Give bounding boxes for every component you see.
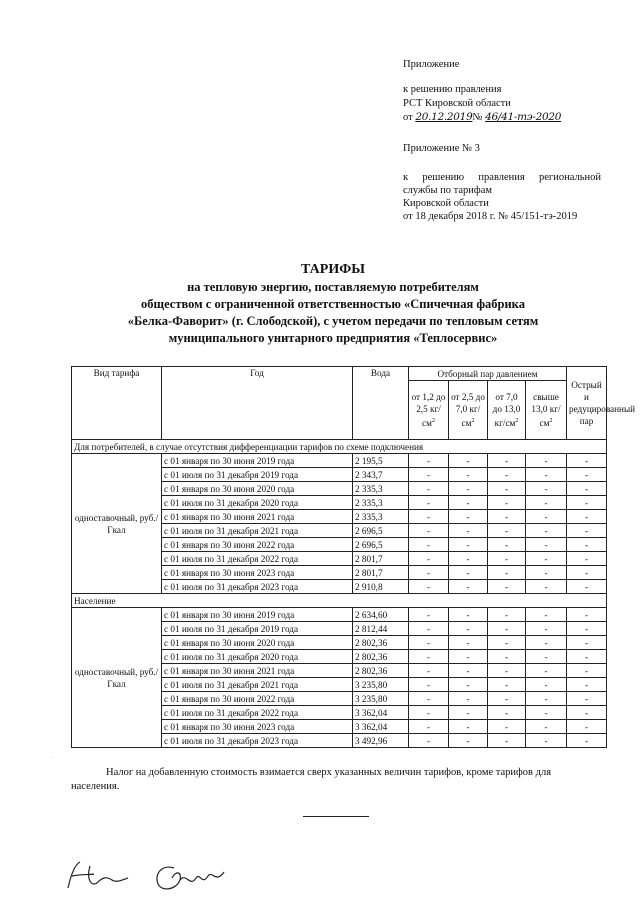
empty-cell: - xyxy=(488,664,526,678)
water-cell: 2 802,36 xyxy=(353,664,409,678)
empty-cell: - xyxy=(526,510,567,524)
empty-cell: - xyxy=(567,538,607,552)
decision-ref-line: к решению правления xyxy=(403,84,502,95)
empty-cell: - xyxy=(409,454,449,468)
empty-cell: - xyxy=(567,734,607,748)
decision-date-line xyxy=(403,111,561,124)
rst-name: РСТ Кировской области xyxy=(403,98,511,109)
empty-cell: - xyxy=(449,622,488,636)
water-cell: 2 802,36 xyxy=(353,650,409,664)
empty-cell: - xyxy=(449,468,488,482)
water-cell: 2 335,3 xyxy=(353,482,409,496)
number-sign: № xyxy=(472,112,483,123)
header-type: Вид тарифа xyxy=(72,367,162,440)
water-cell: 2 335,3 xyxy=(353,496,409,510)
empty-cell: - xyxy=(409,524,449,538)
empty-cell: - xyxy=(449,664,488,678)
period-cell: с 01 января по 30 июня 2022 года xyxy=(162,692,353,706)
period-cell: с 01 января по 30 июня 2021 года xyxy=(162,664,353,678)
water-cell: 2 802,36 xyxy=(353,636,409,650)
empty-cell: - xyxy=(488,524,526,538)
water-cell: 2 812,44 xyxy=(353,622,409,636)
empty-cell: - xyxy=(488,496,526,510)
empty-cell: - xyxy=(567,566,607,580)
empty-cell: - xyxy=(567,622,607,636)
signature-1 xyxy=(62,858,134,898)
water-cell: 2 801,7 xyxy=(353,566,409,580)
empty-cell: - xyxy=(526,538,567,552)
empty-cell: - xyxy=(409,580,449,594)
empty-cell: - xyxy=(567,678,607,692)
empty-cell: - xyxy=(488,706,526,720)
empty-cell: - xyxy=(567,454,607,468)
title-line-5: муниципального унитарного предприятия «Теплосервис» xyxy=(168,331,498,345)
water-cell: 3 235,80 xyxy=(353,678,409,692)
empty-cell: - xyxy=(526,482,567,496)
section-consumers: Для потребителей, в случае отсутствия дифференциации тарифов по схеме подключения xyxy=(72,440,607,454)
empty-cell: - xyxy=(409,706,449,720)
period-cell: с 01 января по 30 июня 2023 года xyxy=(162,720,353,734)
period-cell: с 01 января по 30 июня 2020 года xyxy=(162,636,353,650)
ref-line-3: Кировской области xyxy=(403,198,489,209)
empty-cell: - xyxy=(488,650,526,664)
empty-cell: - xyxy=(488,538,526,552)
empty-cell: - xyxy=(449,580,488,594)
empty-cell: - xyxy=(567,720,607,734)
title-line-2: на тепловую энергию, поставляемую потребителям xyxy=(187,280,479,294)
empty-cell: - xyxy=(526,552,567,566)
empty-cell: - xyxy=(488,678,526,692)
title-line-3: обществом с ограниченной ответственностью «Спичечная фабрика xyxy=(141,297,525,311)
empty-cell: - xyxy=(567,664,607,678)
empty-cell: - xyxy=(526,566,567,580)
period-cell: с 01 января по 30 июня 2022 года xyxy=(162,538,353,552)
empty-cell: - xyxy=(567,692,607,706)
empty-cell: - xyxy=(567,580,607,594)
empty-cell: - xyxy=(449,482,488,496)
empty-cell: - xyxy=(488,720,526,734)
empty-cell: - xyxy=(526,650,567,664)
empty-cell: - xyxy=(526,734,567,748)
empty-cell: - xyxy=(449,608,488,622)
empty-cell: - xyxy=(488,510,526,524)
water-cell: 2 195,5 xyxy=(353,454,409,468)
empty-cell: - xyxy=(488,482,526,496)
empty-cell: - xyxy=(409,538,449,552)
empty-cell: - xyxy=(409,510,449,524)
empty-cell: - xyxy=(526,692,567,706)
period-cell: с 01 июля по 31 декабря 2023 года xyxy=(162,734,353,748)
empty-cell: - xyxy=(488,734,526,748)
empty-cell: - xyxy=(449,720,488,734)
empty-cell: - xyxy=(526,496,567,510)
period-cell: с 01 января по 30 июня 2020 года xyxy=(162,482,353,496)
empty-cell: - xyxy=(409,734,449,748)
empty-cell: - xyxy=(526,608,567,622)
empty-cell: - xyxy=(526,678,567,692)
empty-cell: - xyxy=(409,468,449,482)
header-steam-2: от 2,5 до 7,0 $кг/см^2$ xyxy=(449,381,488,440)
ref-line-2: службы по тарифам xyxy=(403,185,492,196)
water-cell: 2 910,8 xyxy=(353,580,409,594)
empty-cell: - xyxy=(526,706,567,720)
empty-cell: - xyxy=(449,538,488,552)
header-steam: Отборный пар давлением xyxy=(409,367,567,381)
empty-cell: - xyxy=(488,580,526,594)
period-cell: с 01 июля по 31 декабря 2020 года xyxy=(162,650,353,664)
period-cell: с 01 июля по 31 декабря 2019 года xyxy=(162,468,353,482)
period-cell: с 01 января по 30 июня 2019 года xyxy=(162,608,353,622)
empty-cell: - xyxy=(488,622,526,636)
empty-cell: - xyxy=(409,664,449,678)
empty-cell: - xyxy=(449,692,488,706)
water-cell: 2 343,7 xyxy=(353,468,409,482)
empty-cell: - xyxy=(449,650,488,664)
empty-cell: - xyxy=(526,622,567,636)
vat-note: Налог на добавленную стоимость взимается сверх указанных величин тарифов, кроме тарифов для населения. xyxy=(71,767,552,792)
empty-cell: - xyxy=(409,608,449,622)
appendix-label: Приложение xyxy=(403,59,460,70)
empty-cell: - xyxy=(449,496,488,510)
empty-cell: - xyxy=(449,524,488,538)
empty-cell: - xyxy=(449,552,488,566)
empty-cell: - xyxy=(488,454,526,468)
header-steam-1: от 1,2 до 2,5 $кг/см^2$ xyxy=(409,381,449,440)
empty-cell: - xyxy=(409,692,449,706)
empty-cell: - xyxy=(526,580,567,594)
empty-cell: - xyxy=(488,468,526,482)
empty-cell: - xyxy=(567,636,607,650)
title-line-4: «Белка-Фаворит» (г. Слободской), с учетом передачи по тепловым сетям xyxy=(127,314,539,328)
period-cell: с 01 января по 30 июня 2023 года xyxy=(162,566,353,580)
period-cell: с 01 июля по 31 декабря 2023 года xyxy=(162,580,353,594)
water-cell: 3 235,80 xyxy=(353,692,409,706)
water-cell: 3 362,04 xyxy=(353,720,409,734)
empty-cell: - xyxy=(409,720,449,734)
empty-cell: - xyxy=(409,566,449,580)
empty-cell: - xyxy=(526,468,567,482)
empty-cell: - xyxy=(488,608,526,622)
empty-cell: - xyxy=(409,636,449,650)
header-water: Вода xyxy=(353,367,409,440)
empty-cell: - xyxy=(488,566,526,580)
empty-cell: - xyxy=(488,636,526,650)
water-cell: 2 696,5 xyxy=(353,538,409,552)
empty-cell: - xyxy=(567,706,607,720)
header-sharp-steam: Острый и редуцированный пар xyxy=(567,367,607,440)
tariff-type: одноставочный, руб./Гкал xyxy=(72,454,162,594)
empty-cell: - xyxy=(526,524,567,538)
empty-cell: - xyxy=(409,650,449,664)
empty-cell: - xyxy=(567,650,607,664)
empty-cell: - xyxy=(526,664,567,678)
empty-cell: - xyxy=(409,622,449,636)
empty-cell: - xyxy=(409,678,449,692)
water-cell: 2 634,60 xyxy=(353,608,409,622)
water-cell: 3 362,04 xyxy=(353,706,409,720)
svg-text:Сем: Сем xyxy=(50,758,52,759)
empty-cell: - xyxy=(449,734,488,748)
doc-title: ТАРИФЫ xyxy=(301,262,365,277)
header-steam-3: от 7,0 до 13,0 $кг/см^2$ xyxy=(488,381,526,440)
period-cell: с 01 января по 30 июня 2021 года xyxy=(162,510,353,524)
handwritten-date: 20.12.2019 xyxy=(415,111,473,123)
empty-cell: - xyxy=(488,552,526,566)
signature-2 xyxy=(50,758,230,898)
empty-cell: - xyxy=(449,454,488,468)
empty-cell: - xyxy=(449,678,488,692)
empty-cell: - xyxy=(449,636,488,650)
period-cell: с 01 июля по 31 декабря 2020 года xyxy=(162,496,353,510)
period-cell: с 01 июля по 31 декабря 2021 года xyxy=(162,524,353,538)
ref-line-1: к решению правления региональной xyxy=(403,172,601,183)
period-cell: с 01 июля по 31 декабря 2022 года xyxy=(162,552,353,566)
empty-cell: - xyxy=(449,706,488,720)
empty-cell: - xyxy=(409,552,449,566)
water-cell: 2 335,3 xyxy=(353,510,409,524)
period-cell: с 01 июля по 31 декабря 2019 года xyxy=(162,622,353,636)
empty-cell: - xyxy=(409,496,449,510)
empty-cell: - xyxy=(449,510,488,524)
header-steam-4: свыше 13,0 $кг/см^2$ xyxy=(526,381,567,440)
empty-cell: - xyxy=(526,720,567,734)
empty-cell: - xyxy=(567,482,607,496)
table-row xyxy=(72,608,607,622)
from-prefix: от xyxy=(403,112,413,123)
header-year: Год xyxy=(162,367,353,440)
empty-cell: - xyxy=(449,566,488,580)
empty-cell: - xyxy=(567,468,607,482)
empty-cell: - xyxy=(567,496,607,510)
period-cell: с 01 июля по 31 декабря 2021 года xyxy=(162,678,353,692)
divider xyxy=(303,816,369,817)
appendix3-label: Приложение № 3 xyxy=(403,143,480,154)
empty-cell: - xyxy=(567,552,607,566)
empty-cell: - xyxy=(526,454,567,468)
period-cell: с 01 января по 30 июня 2019 года xyxy=(162,454,353,468)
empty-cell: - xyxy=(567,524,607,538)
water-cell: 3 492,96 xyxy=(353,734,409,748)
empty-cell: - xyxy=(526,636,567,650)
water-cell: 2 801,7 xyxy=(353,552,409,566)
empty-cell: - xyxy=(567,608,607,622)
tariff-type: одноставочный, руб./Гкал xyxy=(72,608,162,748)
handwritten-number: 46/41-тэ-2020 xyxy=(485,111,562,123)
empty-cell: - xyxy=(409,482,449,496)
ref-line-4: от 18 декабря 2018 г. № 45/151-тэ-2019 xyxy=(403,211,578,222)
period-cell: с 01 июля по 31 декабря 2022 года xyxy=(162,706,353,720)
water-cell: 2 696,5 xyxy=(353,524,409,538)
table-row xyxy=(72,454,607,468)
empty-cell: - xyxy=(567,510,607,524)
empty-cell: - xyxy=(488,692,526,706)
tariff-table xyxy=(71,366,636,748)
section-population: Население xyxy=(72,594,607,608)
